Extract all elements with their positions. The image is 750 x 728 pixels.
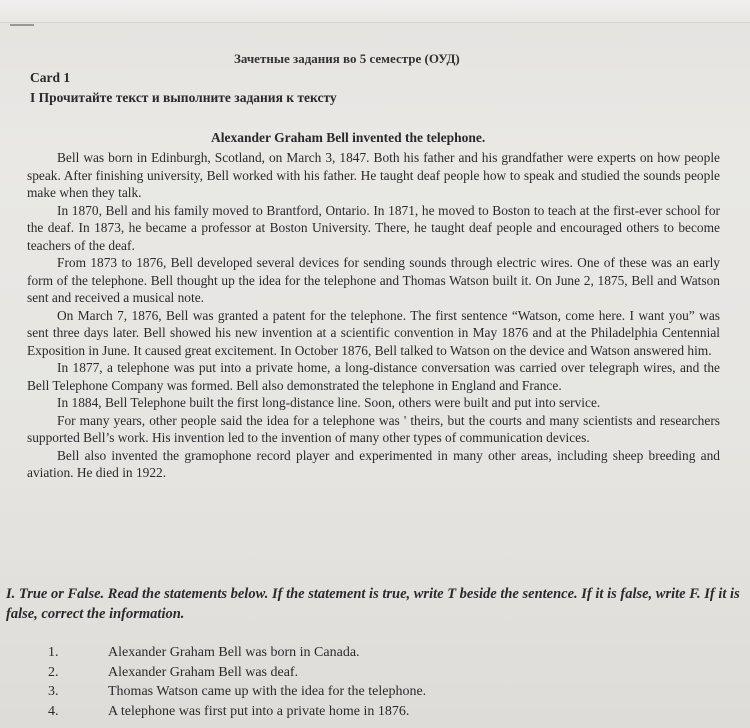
statement-text: Thomas Watson came up with the idea for the telephone.: [108, 684, 427, 699]
paragraph: For many years, other people said the idea for a telephone was ' theirs, but the courts and many scientists and researchers supported Bell’s work. His invention led to the invention of many other types of communication devices.: [27, 412, 720, 445]
paragraph: On March 7, 1876, Bell was granted a patent for the telephone. The first sentence “Watson, come here. I want you” was sent three days later. Bell showed his new invention at a scientific convention in May 1876 and at the Philadelphia Centennial Exposition in June. It caused great excitement. In October 1876, Bell talked to Watson on the device and Watson answered him.: [27, 307, 720, 358]
statement-item: [48, 643, 426, 663]
statement-text: Alexander Graham Bell was deaf.: [108, 664, 299, 680]
statement-number: 4.: [48, 703, 59, 719]
statement-number: 1.: [48, 645, 59, 660]
statement-list: [48, 643, 426, 721]
paragraph: Bell was born in Edinburgh, Scotland, on March 3, 1847. Both his father and his grandfather were experts on how people speak. After finishing university, Bell worked with his father. He taught deaf people how to speak and studied the sounds people make when they talk.: [27, 150, 720, 200]
page-fold: [0, 0, 750, 23]
paragraph: In 1884, Bell Telephone built the first long-distance line. Soon, others were built and put into service.: [57, 395, 601, 410]
statement-number: 3.: [48, 684, 59, 699]
statement-text: Alexander Graham Bell was born in Canada.: [108, 645, 360, 660]
paragraph: In 1877, a telephone was put into a private home, a long-distance conversation was carried over telegraph wires, and the Bell Telephone Company was formed. Bell also demonstrated the telephone in England and France.: [27, 360, 720, 393]
statement-item: [48, 682, 426, 702]
article-title: Alexander Graham Bell invented the telephone.: [211, 130, 486, 145]
paragraph: From 1873 to 1876, Bell developed several devices for sending sounds through electric wires. One of these was an early form of the telephone. Bell thought up the idea for the telephone and Thomas Watson built it. On June 2, 1875, Bell and Watson sent and received a musical note.: [27, 255, 720, 305]
worksheet-heading: Зачетные задания во 5 семестре (ОУД): [234, 51, 460, 66]
article-body: [27, 149, 720, 482]
exercise-instruction: I. True or False. Read the statements below. If the statement is true, write T beside the sentence. If it is false, write F. If it is false, correct the information.: [6, 586, 740, 622]
paragraph: In 1870, Bell and his family moved to Brantford, Ontario. In 1871, he moved to Boston to teach at the first-ever school for the deaf. In 1873, he became a professor at Boston University. There, he taught deaf people and encouraged others to become teachers of the deaf.: [27, 202, 720, 253]
card-number: Card 1: [30, 70, 71, 85]
statement-item: [48, 702, 426, 722]
statement-text: A telephone was first put into a private home in 1876.: [108, 703, 410, 719]
task-instruction: I Прочитайте текст и выполните задания к тексту: [30, 90, 337, 105]
statement-item: [48, 663, 426, 683]
paragraph: Bell also invented the gramophone record player and experimented in many other areas, including sheep breeding and aviation. He died in 1922.: [27, 447, 720, 480]
pen-mark: [10, 24, 34, 26]
statement-number: 2.: [48, 664, 59, 680]
